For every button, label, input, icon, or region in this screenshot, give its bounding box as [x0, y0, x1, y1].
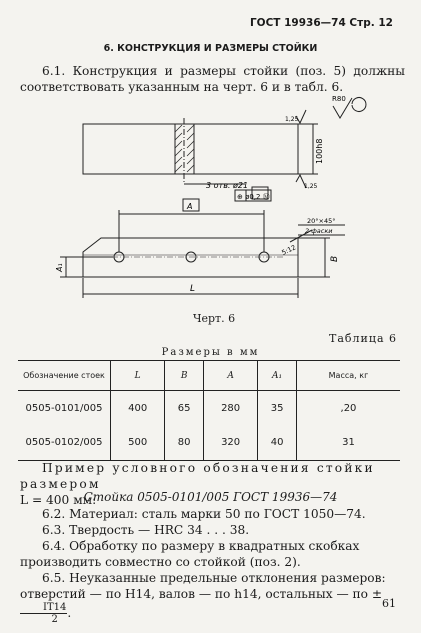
dim-B-label: B — [330, 255, 340, 262]
paragraph-6-5-tail: . — [67, 606, 72, 620]
slope-label: 5:12 — [280, 243, 298, 257]
dim-A-label: A — [187, 202, 193, 211]
figure-caption: Черт. 6 — [193, 312, 236, 325]
cell-B: 65 — [165, 391, 204, 426]
fraction-numerator: IT14 — [20, 602, 67, 614]
fraction-denominator: 2 — [51, 614, 58, 625]
cell-mass: 31 — [296, 426, 400, 461]
section-title: 6. КОНСТРУКЦИЯ И РАЗМЕРЫ СТОЙКИ — [103, 43, 318, 54]
table-units-caption: Размеры в мм — [161, 347, 260, 358]
chamfer-count-label: 2 фаски — [305, 227, 333, 235]
col-header-A: A — [203, 361, 257, 391]
cell-A: 320 — [203, 426, 257, 461]
cell-designation: 0505-0101/005 — [25, 402, 103, 414]
col-header-B: B — [165, 361, 204, 391]
cell-A1: 40 — [258, 426, 297, 461]
table-header-row — [18, 361, 400, 391]
cell-designation: 0505-0102/005 — [18, 426, 111, 461]
roughness-main-label: R80 — [332, 95, 346, 103]
paragraph-6-4: 6.4. Обработку по размеру в квадратных скобках производить совместно со стойкой (поз. 2). — [20, 539, 360, 569]
drawing-cherteg-6 — [0, 92, 421, 312]
cell-A1: 35 — [258, 391, 297, 426]
example-rest: L = 400 мм: — [20, 493, 97, 507]
page-header: ГОСТ 19936—74 Стр. 12 — [249, 17, 393, 29]
col-header-A1: A₁ — [258, 361, 297, 391]
col-header-L: L — [111, 361, 165, 391]
paragraph-6-1: 6.1. Конструкция и размеры стойки (поз. 5) должны соответствовать указанным на черт. 6 и в табл. 6. — [20, 64, 405, 94]
bottom-view-body — [83, 238, 298, 277]
holes-label: 3 отв. ø21 — [206, 181, 249, 190]
roughness-label: 1,25 — [285, 116, 299, 123]
cell-B: 80 — [165, 426, 204, 461]
table-label: Таблица 6 — [329, 332, 397, 345]
chamfer-label: 20°×45° — [307, 217, 336, 225]
paragraph-6-5-text: 6.5. Неуказанные предельные отклонения размеров: отверстий — по H14, валов — по h14, остальных — по ± — [20, 571, 386, 601]
fraction-it14 — [20, 602, 67, 625]
table-row — [18, 426, 400, 461]
cell-A: 280 — [203, 391, 257, 426]
paragraph-6-5 — [20, 570, 405, 625]
table-row — [18, 391, 400, 426]
cell-mass: ,20 — [296, 391, 400, 426]
example-designation: Стойка 0505-0101/005 ГОСТ 19936—74 — [83, 490, 338, 504]
paragraph-6-3: 6.3. Твердость — HRC 34 . . . 38. — [42, 523, 250, 537]
cell-L: 500 — [111, 426, 165, 461]
paragraph-6-2: 6.2. Материал: сталь марки 50 по ГОСТ 1050—74. — [42, 507, 366, 521]
col-header-mass: Масса, кг — [296, 361, 400, 391]
dim-A1-label: A₁ — [55, 263, 64, 272]
dim-L-label: L — [190, 284, 196, 294]
top-view-body — [83, 124, 298, 174]
cell-L: 400 — [111, 391, 165, 426]
dim-100h8-label: 100h8 — [315, 138, 324, 164]
col-header-designation: Обозначение стоек — [18, 361, 111, 391]
page-number: 61 — [382, 597, 396, 610]
position-tolerance-label: ⊕ ø0,2 Ⓜ — [237, 193, 270, 201]
dimensions-table — [18, 360, 400, 461]
roughness-label: 1,25 — [304, 183, 318, 190]
example-lead: Пример условного обозначения стойки размером — [20, 461, 375, 491]
